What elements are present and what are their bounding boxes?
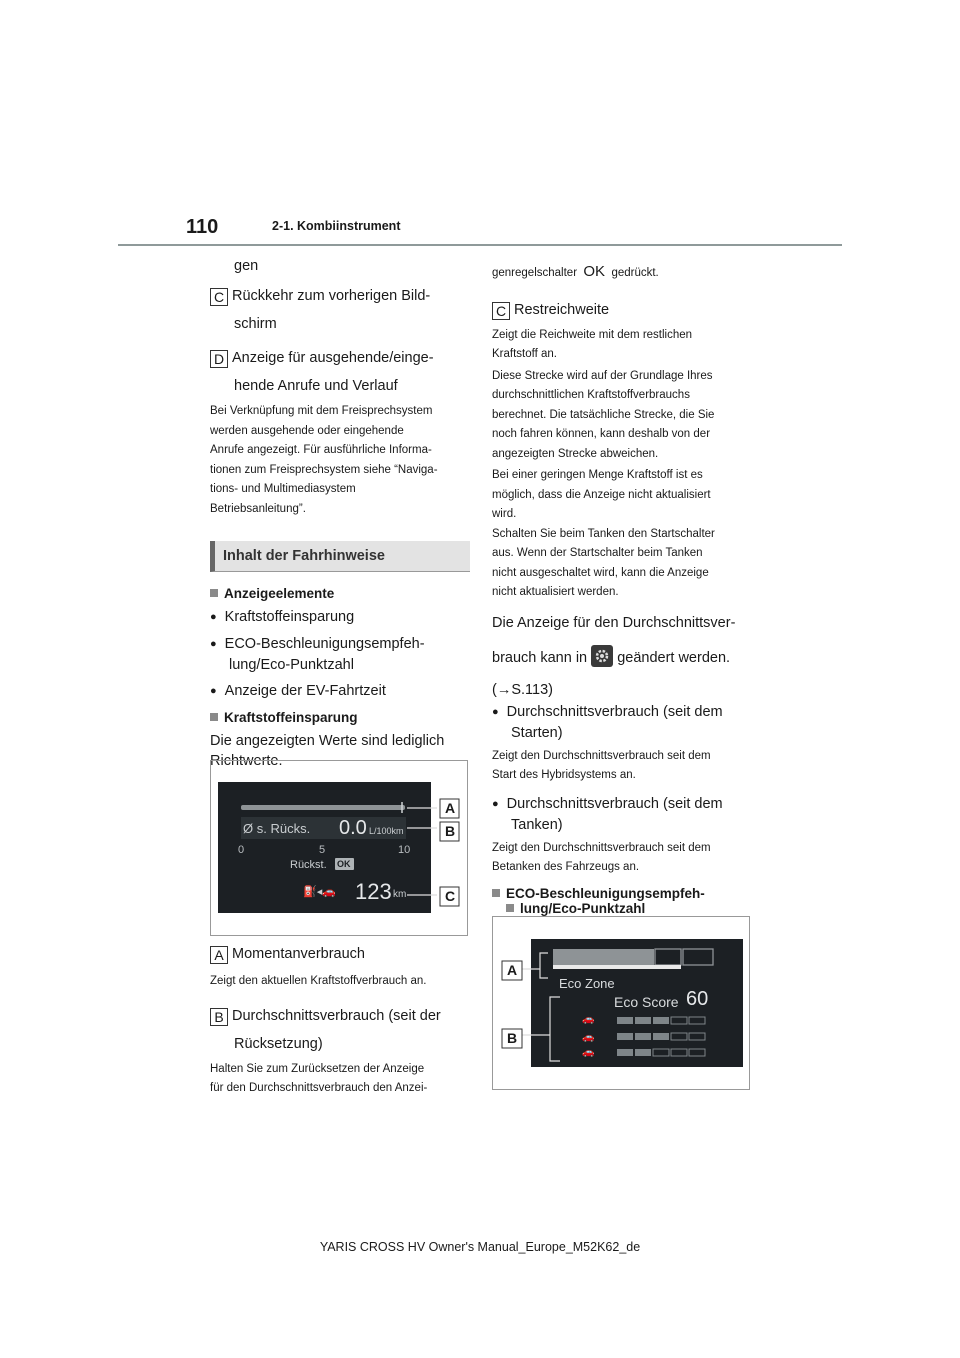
bullet-item-cont: Starten) xyxy=(511,724,563,741)
desc-line: werden ausgehende oder eingehende xyxy=(210,424,404,437)
label-a: A xyxy=(210,946,228,964)
ok-button-icon: OK xyxy=(583,263,606,280)
avg-unit: L/100km xyxy=(369,826,404,836)
desc-line: tionen zum Freisprechsystem siehe “Naviga- xyxy=(210,463,438,476)
item-c-text: Rückkehr zum vorherigen Bild- xyxy=(232,288,431,304)
item-c xyxy=(492,300,754,320)
gear-icon xyxy=(591,645,613,667)
desc-line: Bei Verknüpfung mit dem Freisprechsystem xyxy=(210,405,433,417)
scale-tick: 10 xyxy=(398,844,411,856)
item-a-description: Zeigt den aktuellen Kraftstoffverbrauch an. xyxy=(210,975,427,987)
c-desc-3 xyxy=(492,466,754,603)
subheading-kraftstoff: Kraftstoffeinsparung xyxy=(210,710,470,725)
scale-tick: 5 xyxy=(319,844,326,856)
desc-line: Zeigt die Reichweite mit dem restlichen xyxy=(492,328,693,341)
bullet-item: ● Kraftstoffeinsparung xyxy=(210,607,470,628)
item-b-description: für den Durchschnittsverbrauch den Anzei- xyxy=(210,1082,428,1094)
accel-car-icon: 🚗 xyxy=(582,1014,595,1025)
c-desc-1 xyxy=(492,326,754,365)
desc-line: Start des Hybridsystems an. xyxy=(492,769,636,781)
bullet1-description xyxy=(492,747,754,786)
avg-value: 0.0 xyxy=(339,817,367,839)
callout-a: A xyxy=(445,800,456,816)
desc-line: nicht aktualisiert werden. xyxy=(492,586,619,598)
callout-a: A xyxy=(507,962,518,978)
desc-line: noch fahren können, kann deshalb von der xyxy=(492,428,711,440)
page-number: 110 xyxy=(186,216,219,238)
item-d-text: Anzeige für ausgehende/einge- xyxy=(232,350,434,366)
desc-line: möglich, dass die Anzeige nicht aktualisiert xyxy=(492,488,711,501)
desc-line: nicht ausgeschaltet wird, kann die Anzeige xyxy=(492,566,709,579)
reset-label: Rückst. xyxy=(290,859,327,871)
desc-line: Anrufe angezeigt. Für ausführliche Informa- xyxy=(210,444,432,456)
item-d-description xyxy=(210,402,470,519)
desc-line: durchschnittlichen Kraftstoffverbrauchs xyxy=(492,389,690,401)
desc-line: Betanken des Fahrzeugs an. xyxy=(492,861,640,873)
callout-b: B xyxy=(507,1030,518,1046)
range-value: 123 xyxy=(355,879,392,904)
eco-segment xyxy=(617,1049,633,1056)
eco-segment xyxy=(653,1017,669,1024)
desc-line: angezeigten Strecke abweichen. xyxy=(492,447,659,460)
item-c xyxy=(210,286,470,306)
callout-c: C xyxy=(445,888,456,904)
cont-text: genregelschalter xyxy=(492,267,578,279)
decel-car-icon: 🚗 xyxy=(582,1047,595,1058)
desc-line: Zeigt den Durchschnittsverbrauch seit dem xyxy=(492,749,711,762)
subheading-eco-cont: lung/Eco-Punktzahl xyxy=(492,901,754,916)
eco-segment xyxy=(635,1033,651,1040)
desc-line: Betriebsanleitung”. xyxy=(210,502,306,515)
label-d: D xyxy=(210,350,228,368)
eco-segment xyxy=(617,1017,633,1024)
body-text: Richtwerte. xyxy=(210,753,283,769)
item-b-text: Durchschnittsverbrauch (seit der xyxy=(232,1007,441,1024)
callout-b: B xyxy=(445,823,456,839)
desc-line: Bei einer geringen Menge Kraftstoff ist es xyxy=(492,469,703,481)
fuel-display-graphic xyxy=(211,761,467,935)
item-a xyxy=(210,944,470,964)
body-text: Die angezeigten Werte sind lediglich xyxy=(210,733,445,749)
eco-segment xyxy=(635,1017,651,1024)
avg-label: Ø s. Rücks. xyxy=(243,821,311,836)
desc-line: Diese Strecke wird auf der Grundlage Ihres xyxy=(492,369,713,382)
label-c: C xyxy=(492,302,510,320)
ok-badge: OK xyxy=(337,859,351,869)
desc-line: tions- und Multimediasystem xyxy=(210,483,356,495)
fuel-car-icon: ⛽◂🚗 xyxy=(303,886,336,898)
continued-text xyxy=(492,262,754,284)
item-b xyxy=(210,1006,470,1026)
section-heading: Inhalt der Fahrhinweise xyxy=(210,541,470,572)
label-c: C xyxy=(210,288,228,306)
body-text-part: brauch kann in xyxy=(492,649,588,666)
item-b-text-cont: Rücksetzung) xyxy=(234,1035,323,1052)
figure-fuel-economy xyxy=(210,760,468,936)
scale-tick: 0 xyxy=(238,844,245,856)
eco-score-value: 60 xyxy=(686,988,709,1010)
desc-line: wird. xyxy=(492,508,517,520)
eco-segment xyxy=(635,1049,651,1056)
c-desc-2 xyxy=(492,367,754,465)
footer-text: YARIS CROSS HV Owner's Manual_Europe_M52K62_de xyxy=(319,1240,641,1254)
desc-line: Zeigt den Durchschnittsverbrauch seit dem xyxy=(492,841,711,854)
eco-zone-label: Eco Zone xyxy=(559,976,615,991)
item-d-text-cont: hende Anrufe und Verlauf xyxy=(234,378,398,394)
cont-text: gedrückt. xyxy=(611,267,659,279)
item-d xyxy=(210,348,470,368)
bullet-item: ● Anzeige der EV-Fahrtzeit xyxy=(210,681,470,702)
body-text-part: geändert werden. xyxy=(617,649,731,666)
body-text xyxy=(492,645,754,668)
bullet-item: ● Durchschnittsverbrauch (seit dem xyxy=(492,794,754,815)
item-c-text-cont: schirm xyxy=(234,316,277,332)
right-column xyxy=(492,262,754,916)
header-rule xyxy=(118,244,842,246)
subheading-eco: ECO-Beschleunigungsempfeh- xyxy=(492,886,754,901)
range-unit: km xyxy=(393,889,407,900)
desc-line: berechnet. Die tatsächliche Strecke, die Sie xyxy=(492,408,715,421)
chapter-title: 2-1. Kombiinstrument xyxy=(272,219,401,233)
bullet-item: ● Durchschnittsverbrauch (seit dem xyxy=(492,702,754,723)
item-b-description: Halten Sie zum Zurücksetzen der Anzeige xyxy=(210,1062,425,1075)
bullet-item-cont: lung/Eco-Punktzahl xyxy=(229,657,354,673)
subheading-anzeige: Anzeigeelemente xyxy=(210,586,470,601)
item-a-text: Momentanverbrauch xyxy=(232,946,365,962)
label-b: B xyxy=(210,1008,228,1026)
figure-eco-score xyxy=(492,916,750,1090)
item-c-text: Restreichweite xyxy=(514,301,610,318)
left-column-lower xyxy=(210,944,470,1099)
bullet-item: ● ECO-Beschleunigungsempfeh- xyxy=(210,634,470,655)
desc-line: Schalten Sie beim Tanken den Startschalter xyxy=(492,527,715,540)
cruise-car-icon: 🚗 xyxy=(582,1032,595,1043)
body-text: Die Anzeige für den Durchschnittsver- xyxy=(492,614,736,631)
desc-line: Kraftstoff an. xyxy=(492,348,557,360)
eco-segment xyxy=(653,1033,669,1040)
continued-text: gen xyxy=(234,258,259,274)
desc-line: aus. Wenn der Startschalter beim Tanken xyxy=(492,547,703,559)
eco-segment xyxy=(617,1033,633,1040)
eco-score-label: Eco Score xyxy=(614,994,679,1010)
left-column xyxy=(210,252,470,771)
bullet-item-cont: Tanken) xyxy=(511,816,563,833)
bullet2-description xyxy=(492,839,754,878)
reference: (→S.113) xyxy=(492,681,553,698)
